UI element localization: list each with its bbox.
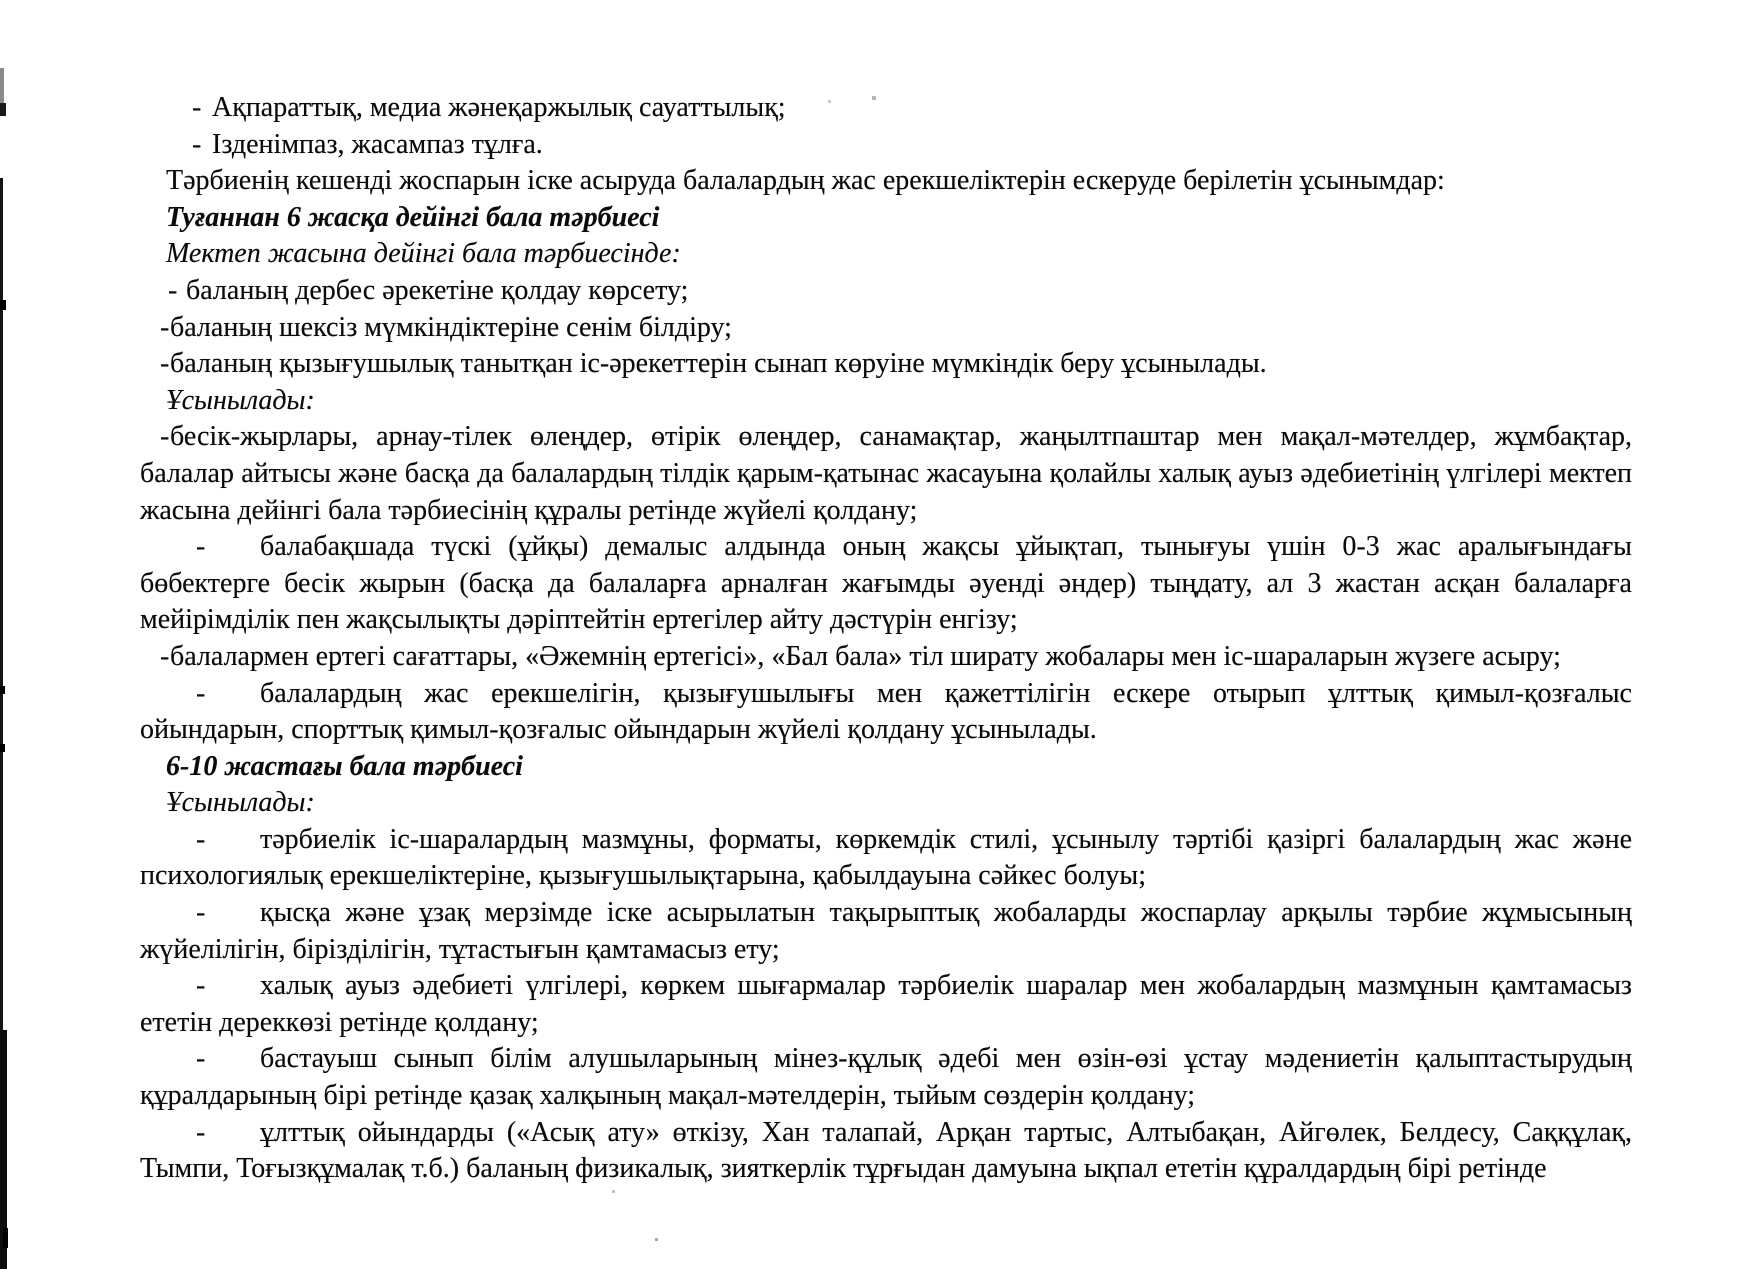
paragraph [140, 676, 1632, 749]
paragraph [140, 1041, 1632, 1114]
dash-marker: - [196, 1116, 206, 1148]
paragraph-text: Ұсынылады: [166, 787, 315, 819]
section-heading [140, 749, 1632, 786]
paragraph [140, 163, 1632, 200]
paragraph [140, 346, 1632, 383]
paragraph-text: балалармен ертегі сағаттары, «Әжемнің ертегісі», «Бал бала» тіл ширату жобалары мен іс-шараларын жүзеге асыру; [170, 640, 1561, 672]
paragraph [140, 822, 1632, 895]
scan-speck [612, 1190, 615, 1193]
paragraph-text: қысқа және ұзақ мерзімде іске асырылатын тақырыптық жобаларды жоспарлау арқылы тәрбие жұмысының жүйелілігін, бірізділігін, тұтастығын қамтамасыз ету; [140, 897, 1632, 965]
paragraph-text: Туғаннан 6 жасқа дейінгі бала тәрбиесі [166, 201, 660, 233]
paragraph [140, 90, 1632, 127]
dash-marker: - [160, 348, 170, 380]
scan-speck [655, 1238, 658, 1241]
paragraph-text: баланың дербес әрекетіне қолдау көрсету; [186, 274, 689, 306]
paragraph-text: баланың қызығушылық танытқан іс-әрекеттерін сынап көруіне мүмкіндік беру ұсынылады. [170, 348, 1267, 380]
paragraph-text: бесік-жырлары, арнау-тілек өлеңдер, өтірік өлеңдер, санамақтар, жаңылтпаштар мен мақал-мәтелдер, жұмбақтар, балалар айтысы және басқа да балалардың тілдік қарым-қатынас жасауына қолайлы халық ауыз әдебиетінің үлгілері мектеп жасына дейінгі бала тәрбиесінің құралы ретінде жүйелі қолдану; [140, 421, 1632, 526]
dash-marker: - [168, 274, 178, 306]
paragraph [140, 1115, 1632, 1188]
dash-marker: - [196, 970, 206, 1002]
paragraph-text: ұлттық ойындарды («Асық ату» өткізу, Хан талапай, Арқан тартыс, Алтыбақан, Айгөлек, Белдесу, Саққұлақ, Тымпи, Тоғызқұмалақ т.б.) баланың физикалық, зияткерлік тұрғыдан дамуына ықпал ететін құралдардың бірі ретінде [140, 1116, 1632, 1185]
paragraph [140, 310, 1632, 347]
paragraph [140, 127, 1632, 164]
paragraph [140, 968, 1632, 1041]
paragraph [140, 419, 1632, 529]
paragraph-text: Тәрбиенің кешенді жоспарын іске асыруда балалардың жас ерекшеліктерін ескеруде берілетін ұсынымдар: [166, 165, 1445, 197]
paragraph [140, 785, 1632, 822]
paragraph-text: Мектеп жасына дейінгі бала тәрбиесінде: [166, 238, 681, 270]
paragraph [140, 273, 1632, 310]
paragraph-text: 6-10 жастағы бала тәрбиесі [166, 750, 523, 782]
dash-marker: - [160, 311, 170, 343]
paragraph-text: балабақшада түскі (ұйқы) демалыс алдында оның жақсы ұйықтап, тынығуы үшін 0-3 жас аралығындағы бөбектерге бесік жырын (басқа да балаларға арналған жағымды әуенді әндер) тыңдату, ал 3 жастан асқан балаларға мейірімділік пен жақсылықты дәріптейтін ертегілер айту дәстүрін енгізу; [140, 531, 1632, 636]
paragraph-text: балалардың жас ерекшелігін, қызығушылығы мен қажеттілігін ескере отырып ұлттық қимыл-қозғалыс ойындарын, спорттық қимыл-қозғалыс ойындарын жүйелі қолдану ұсынылады. [140, 677, 1632, 746]
dash-marker: - [160, 421, 170, 453]
paragraph [140, 236, 1632, 273]
dash-marker: - [192, 128, 202, 160]
paragraph-text: Ұсынылады: [166, 384, 315, 416]
paragraph-text: баланың шексіз мүмкіндіктеріне сенім білдіру; [170, 311, 732, 343]
scan-edge-artifact [0, 744, 5, 752]
dash-marker: - [196, 1043, 206, 1075]
paragraph-text: Ақпараттық, медиа жәнеқаржылық сауаттылық; [212, 92, 786, 123]
dash-marker: - [192, 92, 202, 123]
scan-edge-artifact [3, 1228, 8, 1248]
paragraph-text: Ізденімпаз, жасампаз тұлға. [212, 128, 543, 160]
dash-marker: - [196, 897, 206, 929]
scan-edge-artifact [0, 103, 6, 116]
document-body [140, 90, 1632, 1188]
dash-marker: - [196, 531, 206, 563]
section-heading [140, 200, 1632, 237]
scan-edge-artifact [0, 686, 5, 694]
dash-marker: - [160, 640, 170, 672]
paragraph [140, 529, 1632, 639]
paragraph-text: бастауыш сынып білім алушыларының мінез-құлық әдебі мен өзін-өзі ұстау мәдениетін қалыптастырудың құралдарының бірі ретінде қазақ халқының мақал-мәтелдерін, тыйым сөздерін қолдану; [140, 1043, 1632, 1112]
dash-marker: - [196, 677, 206, 709]
paragraph-text: тәрбиелік іс-шаралардың мазмұны, форматы, көркемдік стилі, ұсынылу тәртібі қазіргі балалардың жас және психологиялық ерекшеліктеріне, қызығушылықтарына, қабылдауына сәйкес болуы; [140, 823, 1632, 892]
paragraph [140, 639, 1632, 676]
scan-edge-artifact [0, 300, 6, 310]
paragraph-text: халық ауыз әдебиеті үлгілері, көркем шығармалар тәрбиелік шаралар мен жобалардың мазмұнын қамтамасыз ететін дереккөзі ретінде қолдану; [140, 970, 1632, 1038]
paragraph [140, 895, 1632, 968]
paragraph [140, 383, 1632, 420]
dash-marker: - [196, 823, 206, 855]
